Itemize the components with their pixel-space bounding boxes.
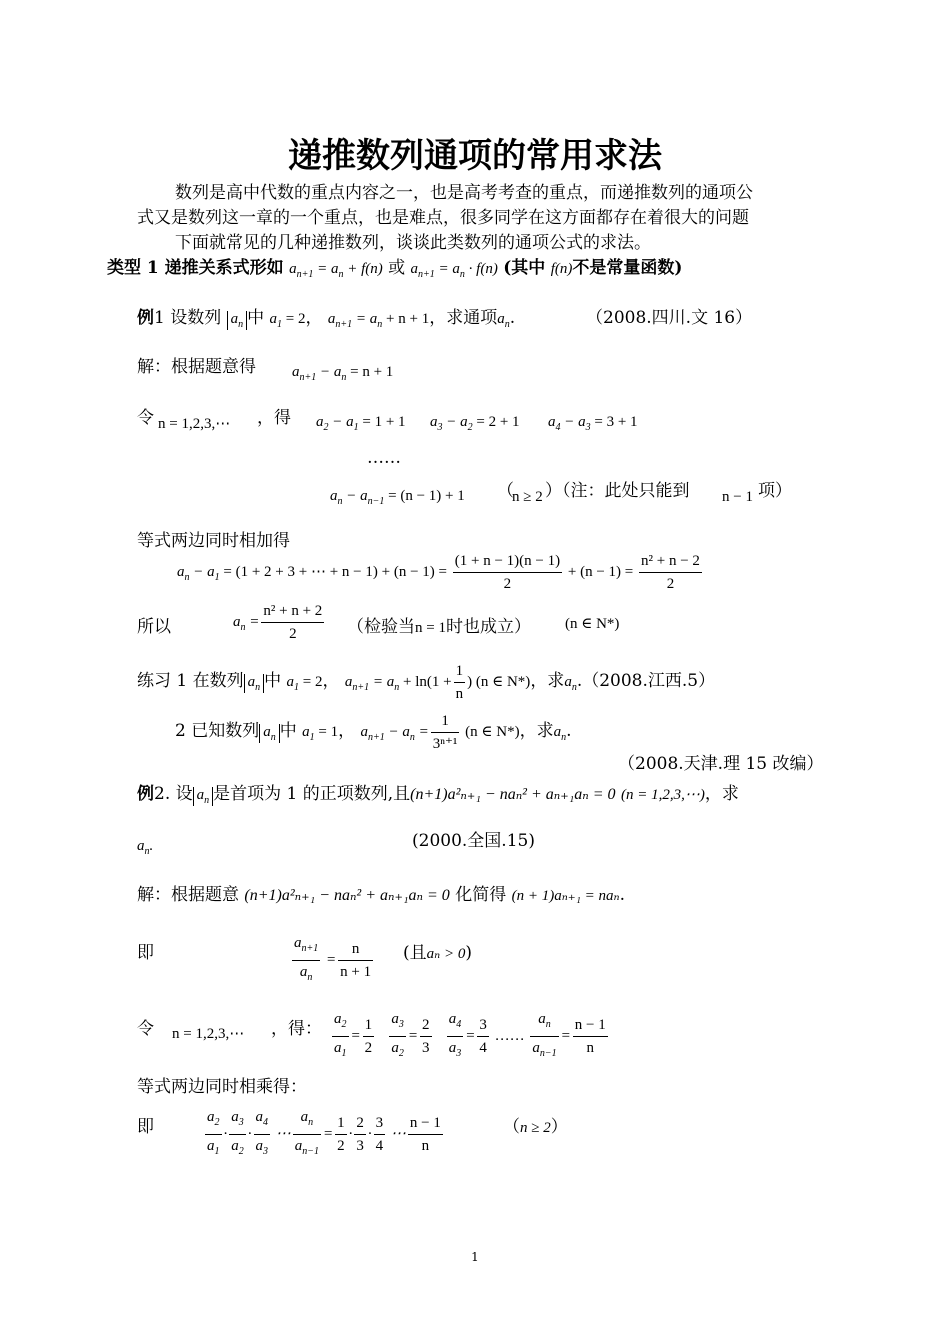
type1-formula-2: $a_{n+1} = a_n \cdot f(n)$: [410, 261, 498, 280]
p1-rec: $a_{n+1} = a_n + \ln(1$ + $\frac{1}{n}$ ) (n ∈ N*): [345, 674, 530, 690]
ex2-ratio: $\frac{a_{n+1}}{a_n}$ = $\frac{n}{n + 1}$: [290, 932, 375, 989]
ex2-sol-a: 解：根据题意: [137, 885, 239, 905]
ex1-nN-text: (n ∈ N*): [565, 616, 620, 632]
ex2-source: (2000.全国.15): [412, 831, 535, 851]
ex2-product: $\frac{a_2}{a_1}$ · $\frac{a_3}{a_2}$ · $\frac{a_4}{a_3}$ ⋯ $\frac{a_n}{a_{n-1}}$ = $\frac{1}{2}$ · $\frac{2}{3}$ · $\frac{3}{4}$ ⋯ $\frac{n - 1}{n}$: [203, 1106, 445, 1163]
ex1-sum-den: 2: [503, 576, 512, 592]
ex2-ling: 令: [137, 1019, 154, 1039]
ex1-text-3: ，: [305, 308, 323, 328]
ex1-label: 例: [137, 308, 154, 328]
p2-a1-value: = 1: [318, 723, 339, 740]
ex2-nlist2-text: n = 1,2,3,⋯: [172, 1026, 245, 1042]
ex2-eq: (n+1)a²ₙ₊₁ − naₙ² + aₙ₊₁aₙ = 0: [410, 786, 616, 803]
ex1-sum-frac: [453, 550, 562, 595]
p2-frac-den: 3ⁿ⁺¹: [432, 736, 458, 752]
p2-text-b: 中: [279, 720, 297, 741]
ex1-final-frac: [261, 600, 324, 645]
ex1-sum-mid: + (n − 1) =: [567, 563, 634, 580]
p1-text-d: ，求: [530, 670, 565, 691]
ex1-res-frac: [639, 550, 702, 595]
ex2-prod-den: n: [421, 1138, 430, 1154]
p2-frac: [431, 710, 460, 755]
p2-text-c: ，: [338, 720, 356, 741]
intro-line-2: 式又是数列这一章的一个重点，也是难点，很多同学在这方面都存在着很大的问题: [137, 208, 749, 228]
ex1-general-term: $a_n - a_{n-1} = (n - 1) + 1$: [330, 488, 465, 507]
practice-2: [175, 710, 572, 755]
p2-frac-num: 1: [431, 710, 460, 733]
p1-a1: $a_1 = 2$: [286, 673, 323, 693]
ex1-term-2-rhs: = 2 + 1: [476, 414, 520, 430]
ex2-ratio-num: n: [338, 938, 373, 961]
ex2-ji2: 即: [137, 1117, 154, 1137]
ex2-nge2-text: n ≥ 2: [520, 1120, 551, 1136]
p2-text-a: 2 已知数列: [175, 720, 260, 741]
ex1-nm1-text: n − 1: [722, 489, 753, 505]
ex1-dots: ……: [367, 448, 401, 468]
type1-or: 或: [388, 258, 406, 278]
ex1-text-4: ，求通项: [429, 308, 498, 328]
ex1-recurrence: $a_{n+1} = a_n + n + 1$: [327, 311, 430, 330]
ex1-check: [347, 612, 531, 637]
ex2-nlist2: [172, 1024, 244, 1043]
ex2-fn-num: n − 1: [573, 1014, 608, 1037]
ex2-simplified: (n + 1)aₙ₊₁ = naₙ: [511, 888, 620, 904]
ex2-text-2: 是首项为 1 的正项数列,且: [213, 784, 411, 804]
p1-text-a: 练习 1 在数列: [137, 670, 244, 691]
ex1-de: ，得: [257, 408, 291, 428]
type1-label: 类型 1 递推关系式形如: [107, 258, 284, 278]
p1-frac-den: n: [455, 686, 464, 702]
p2-text-d: ，求: [519, 720, 554, 741]
ex2-an: $a_n$.: [137, 838, 154, 857]
ex1-check-b: 时也成立）: [445, 617, 531, 637]
p1-text-c: ，: [322, 670, 340, 691]
ex1-a1: $a_1 = 2$: [269, 311, 306, 330]
page-number: 1: [471, 1250, 479, 1264]
ex1-sum-eq: $a_n - a_1 = (1 + 2 + 3$ + ⋯ + n − 1) + (n − 1) = $\frac{(1 + n - 1)(n - 1)}{2}$ + (n − 1) = $\frac{\text{n² + n − 2}}{2}$: [177, 550, 704, 595]
ex2-prod-num: n − 1: [408, 1112, 443, 1135]
p1-frac-num: 1: [454, 660, 466, 683]
ex1-nm1: [722, 489, 753, 506]
ex1-final: $a_n$ = $\frac{\text{n² + n + 2}}{2}$: [233, 600, 326, 645]
ex1-nN: [565, 614, 619, 633]
ex1-neq1: n = 1: [415, 620, 446, 636]
ex1-res-num: n² + n − 2: [639, 550, 702, 573]
ex1-solution-label: 解：根据题意得: [137, 357, 256, 377]
ex1-sum-left: = (1 + 2 + 3 + ⋯ + n − 1) + (n − 1) =: [223, 563, 447, 580]
type1-formula-1: $a_{n+1} = a_n + f(n)$: [289, 261, 383, 280]
intro-line-1: 数列是高中代数的重点内容之一，也是高考考查的重点，而递推数列的通项公: [175, 183, 753, 203]
ex2-label: 例: [137, 784, 154, 804]
p2-source: （2008.天津.理 15 改编）: [618, 754, 824, 774]
ex1-add: 等式两边同时相加得: [137, 531, 290, 551]
ex2-ji: 即: [137, 943, 154, 963]
p2-an: $a_n$: [553, 723, 567, 743]
p1-seq: $a_n$: [244, 674, 265, 693]
ex1-rec-rhs: = n + 1: [350, 364, 394, 380]
page-title: 递推数列通项的常用求法: [288, 136, 662, 176]
ex2-solution: 解：根据题意 (n+1)a²ₙ₊₁ − naₙ² + aₙ₊₁aₙ = 0 化简得 (n + 1)aₙ₊₁ = naₙ.: [137, 885, 626, 905]
p1-text-b: 中: [264, 670, 282, 691]
ex1-an: $a_n$: [497, 311, 510, 330]
ex1-rec-value: + n + 1: [386, 311, 430, 327]
p1-frac: [454, 660, 466, 705]
p2-rec: $a_{n+1} - a_n$ = $\frac{1}{\text{3ⁿ⁺¹}}$ (n ∈ N*): [361, 724, 520, 740]
ex1-source: （2008.四川.文 16）: [586, 308, 753, 328]
type1-note-open: (其中: [503, 258, 546, 278]
ex1-general-rhs: = (n − 1) + 1: [388, 488, 465, 504]
ex2-statement: [137, 779, 739, 806]
ex2-ratio-rhs: [338, 938, 373, 983]
ex2-qie-a: (且: [403, 943, 427, 963]
ex1-text-1: 1 设数列: [154, 308, 222, 328]
ex1-note-a: （: [497, 481, 514, 501]
ex1-term-1: $a_2 - a_1 = 1 + 1$: [316, 414, 406, 433]
ex1-final-den: 2: [289, 626, 297, 642]
intro-line-3: 下面就常见的几种递推数列，谈谈此类数列的通项公式的求法。: [175, 233, 651, 253]
ex2-sol-b: 化简得: [455, 885, 507, 905]
ex2-text-1: 2. 设: [154, 784, 193, 804]
ex1-nge2-text: n ≥ 2: [512, 489, 543, 505]
ex2-nlist: (n = 1,2,3,⋯): [620, 787, 705, 803]
type1-fn: f(n): [550, 261, 573, 277]
type1-note-close: 不是常量函数): [572, 258, 683, 278]
ex2-ratio-frac: $\frac{a_{n+1}}{a_n}$: [292, 932, 320, 989]
ex1-final-num: n² + n + 2: [261, 600, 324, 623]
type1-heading: [107, 253, 682, 280]
ex2-qie-b: ): [465, 943, 472, 963]
ex1-note-c: 项）: [758, 481, 792, 501]
ex1-sum-num: (1 + n − 1)(n − 1): [453, 550, 562, 573]
ex2-text-3: ，求: [704, 784, 739, 804]
ex1-nge2: [512, 489, 543, 506]
p2-text-e: .: [566, 720, 572, 741]
ex2-sol-eq: (n+1)a²ₙ₊₁ − naₙ² + aₙ₊₁aₙ = 0: [244, 887, 450, 904]
ex1-a1-value: = 2: [285, 311, 306, 327]
ex2-dots: ……: [494, 1027, 525, 1044]
ex2-mul: 等式两边同时相乘得：: [137, 1077, 307, 1097]
ex2-nge2: （n ≥ 2）: [503, 1117, 568, 1137]
ex1-ling: 令: [137, 408, 154, 428]
ex2-fn-den: n: [586, 1040, 594, 1056]
p2-nN: (n ∈ N*): [465, 723, 520, 740]
ex1-term-3: $a_4 - a_3 = 3 + 1$: [548, 414, 638, 433]
p1-rec-a: + ln(1 +: [403, 673, 452, 690]
p2-a1: $a_1 = 1$: [302, 723, 339, 743]
ex1-nlist: [158, 414, 230, 433]
p1-nN: (n ∈ N*): [475, 673, 531, 690]
ex1-statement: [137, 303, 515, 330]
p2-seq: $a_n$: [259, 724, 280, 743]
ex1-check-a: （检验当: [347, 617, 415, 637]
ex1-solution-eq: $a_{n+1} - a_n = n + 1$: [292, 364, 394, 383]
p1-an: $a_n$: [564, 673, 577, 693]
ex1-seq: $a_n$: [227, 311, 248, 330]
p1-rec-b: ): [467, 673, 473, 690]
p1-text-e: .（2008.江西.5）: [576, 670, 716, 691]
ex1-term-2: $a_3 - a_2 = 2 + 1$: [430, 414, 520, 433]
ex2-seq: $a_n$: [193, 787, 214, 806]
ex2-qie: [403, 938, 472, 963]
ex2-de: ，得：: [271, 1019, 322, 1039]
ex1-suoyi: 所以: [137, 617, 171, 637]
ex1-text-2: 中: [247, 308, 265, 328]
practice-1: [137, 660, 715, 705]
ex1-nlist-text: n = 1,2,3,⋯: [158, 416, 231, 432]
ex2-ratio-den: n + 1: [340, 964, 372, 980]
ex1-term-3-rhs: = 3 + 1: [594, 414, 638, 430]
ex1-term-1-rhs: = 1 + 1: [362, 414, 406, 430]
ex2-ratios: $\frac{a_2}{a_1}$ = $\frac{1}{2}$ $\frac{a_3}{a_2}$ = $\frac{2}{3}$ $\frac{a_4}{a_3}$ = $\frac{3}{4}$ …… $\frac{a_n}{a_{n-1}}$ = $\frac{n - 1}{n}$: [330, 1008, 610, 1065]
ex1-res-den: 2: [666, 576, 675, 592]
ex2-pos: aₙ > 0: [426, 946, 466, 962]
ex1-text-5: .: [509, 308, 516, 328]
ex1-note-b: ）（注：此处只能到: [545, 481, 690, 501]
p1-a1-value: = 2: [302, 673, 323, 690]
